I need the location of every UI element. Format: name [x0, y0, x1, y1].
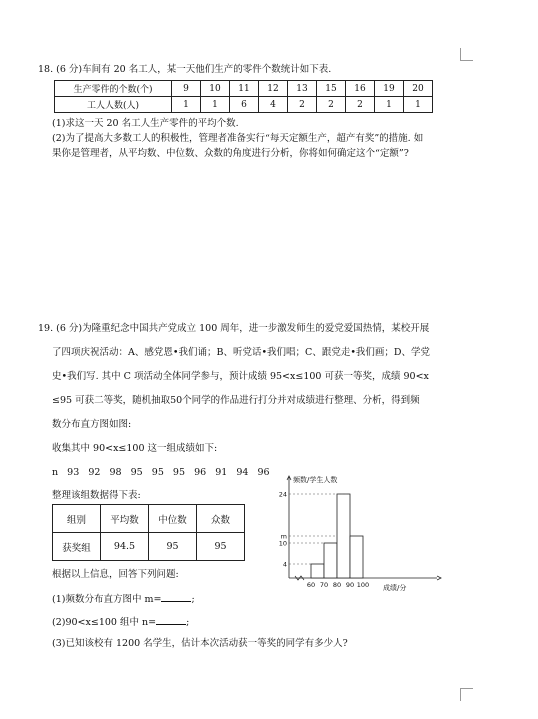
q18-cell: 2 [317, 97, 346, 113]
q18-cell: 1 [375, 97, 404, 113]
q18-cell: 12 [259, 81, 288, 97]
y-tick-label: 24 [278, 490, 287, 499]
x-axis-arrow [437, 576, 441, 580]
y-tick-label: 4 [282, 560, 287, 569]
q19-stats-header: 众数 [197, 505, 245, 533]
x-tick-label: 90 [345, 581, 355, 589]
q19-stats-cell: 94.5 [101, 533, 149, 561]
q19-stats-header: 中位数 [149, 505, 197, 533]
q19-stats-table [52, 504, 245, 561]
histogram-bar [324, 543, 337, 578]
q18-cell: 15 [317, 81, 346, 97]
q19-stats-header: 组别 [53, 505, 101, 533]
q18-cell: 1 [201, 97, 230, 113]
q19-scores-line: n 93 92 98 95 95 95 96 91 94 96 [52, 467, 270, 478]
q19-sub1-prefix: (1)频数分布直方图中 m= [52, 594, 162, 605]
x-tick-label: 60 [306, 581, 316, 589]
page-corner-mark-bottom [460, 688, 473, 701]
q19-line4: ≤95 可获二等奖，随机抽取50个同学的作品进行打分并对成绩进行整理、分析，得到频 [52, 395, 420, 406]
q18-cell: 1 [404, 97, 433, 113]
q18-cell: 13 [288, 81, 317, 97]
q19-stats-cell: 95 [197, 533, 245, 561]
histogram-bar [311, 564, 324, 578]
q19-stats-header: 平均数 [101, 505, 149, 533]
q18-cell: 16 [346, 81, 375, 97]
q19-line1: 19. (6 分)为隆重纪念中国共产党成立 100 周年，进一步激发师生的爱党爱国热情，某校开展 [38, 323, 430, 334]
x-tick-label: 80 [332, 581, 342, 589]
q19-answer-intro: 根据以上信息，回答下列问题: [52, 569, 179, 580]
q18-table-row-workers [55, 97, 433, 113]
q19-sub1 [52, 591, 195, 607]
x-axis-break [295, 576, 304, 580]
q18-cell: 6 [230, 97, 259, 113]
q18-stem: 18. (6 分)车间有 20 名工人，某一天他们生产的零件个数统计如下表. [38, 64, 332, 75]
q18-cell: 10 [201, 81, 230, 97]
page-corner-mark-top [460, 48, 473, 61]
q19-stats-data-row [53, 533, 245, 561]
q19-stats-cell: 95 [149, 533, 197, 561]
q19-sub2 [52, 614, 189, 630]
histogram-bar [350, 536, 363, 578]
q19-sub2-answer-blank[interactable] [156, 614, 186, 625]
y-tick-label: m [280, 532, 287, 541]
q19-line3: 史•我们写. 其中 C 项活动全体同学参与，预计成绩 95<x≤100 可获一等奖，成绩 90<x [52, 371, 429, 382]
q18-row2-label: 工人人数(人) [55, 97, 172, 113]
q19-line2: 了四项庆祝活动：A、感党恩•我们诵；B、听党话•我们唱；C、跟党走•我们画；D、学党 [52, 347, 431, 358]
q18-part2-line1: (2)为了提高大多数工人的积极性，管理者准备实行“每天定额生产，超产有奖”的措施. 如 [52, 133, 424, 144]
q18-part2-line2: 果你是管理者，从平均数、中位数、众数的角度进行分析，你将如何确定这个“定额”? [52, 148, 409, 159]
q18-cell: 1 [172, 97, 201, 113]
x-tick-label: 70 [319, 581, 329, 589]
q19-sub1-suffix: ; [191, 594, 195, 605]
q19-collect-line: 收集其中 90<x≤100 这一组成绩如下: [52, 443, 218, 454]
q19-sub1-answer-blank[interactable] [161, 591, 191, 602]
x-axis-label: 成绩/分 [383, 584, 407, 592]
q19-frequency-histogram [275, 470, 455, 595]
q18-table-row-parts [55, 81, 433, 97]
y-tick-label: 10 [278, 539, 287, 548]
q19-sub2-suffix: ; [186, 617, 190, 628]
histogram-bar [337, 494, 350, 578]
q19-organize-line: 整理该组数据得下表: [52, 490, 141, 501]
q19-line5: 数分布直方图如图: [52, 419, 132, 430]
q18-cell: 2 [346, 97, 375, 113]
q19-sub3: (3)已知该校有 1200 名学生，估计本次活动获一等奖的同学有多少人? [52, 638, 348, 649]
q18-cell: 9 [172, 81, 201, 97]
q18-data-table [54, 80, 433, 113]
q19-stats-header-row [53, 505, 245, 533]
q19-stats-cell: 获奖组 [53, 533, 101, 561]
q18-cell: 11 [230, 81, 259, 97]
q18-row1-label: 生产零件的个数(个) [55, 81, 172, 97]
y-axis-label: 频数/学生人数 [293, 476, 338, 484]
q18-cell: 4 [259, 97, 288, 113]
q18-cell: 19 [375, 81, 404, 97]
q18-cell: 20 [404, 81, 433, 97]
q18-cell: 2 [288, 97, 317, 113]
q18-part1: (1)求这一天 20 名工人生产零件的平均个数. [52, 118, 239, 129]
x-tick-label: 100 [356, 581, 370, 589]
q19-sub2-prefix: (2)90<x≤100 组中 n= [52, 617, 157, 628]
